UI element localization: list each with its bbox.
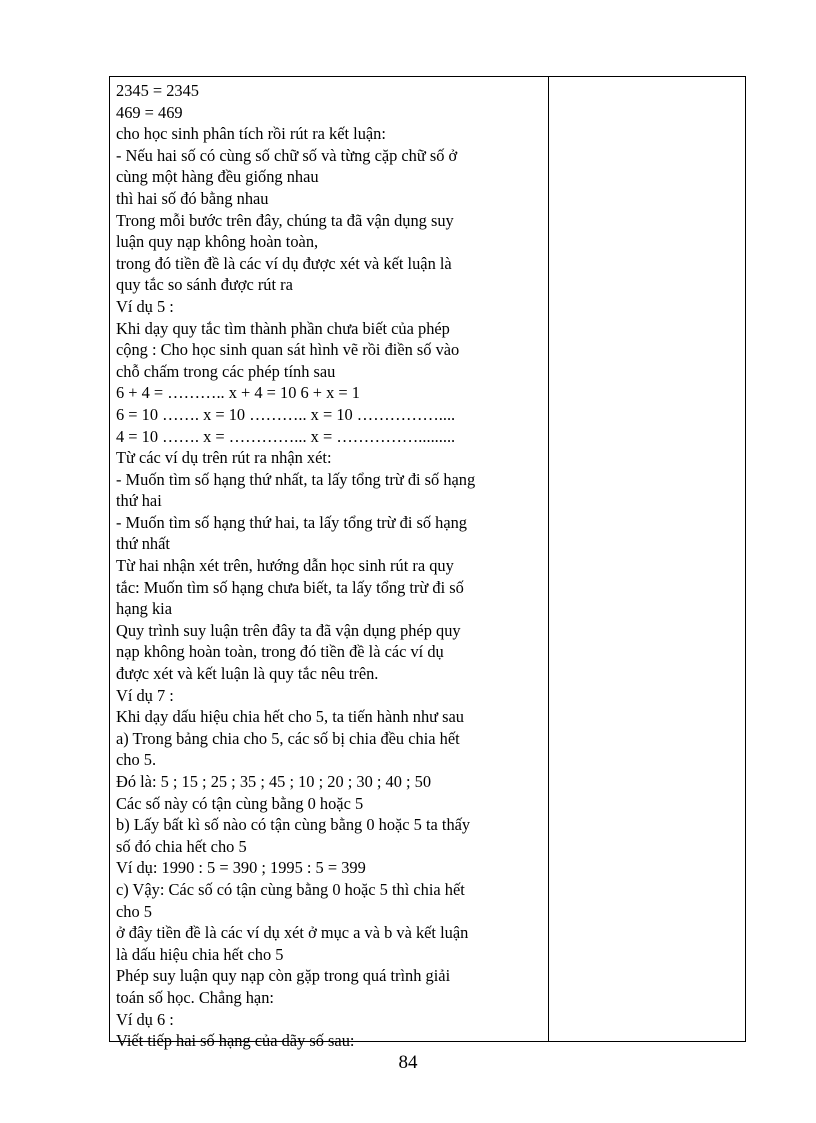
text-line: Quy trình suy luận trên đây ta đã vận dụng phép quy: [116, 620, 461, 640]
text-line: Phép suy luận quy nạp còn gặp trong quá trình giải: [116, 966, 451, 986]
text-line: hạng kia: [116, 599, 172, 619]
text-line: cùng một hàng đều giống nhau: [116, 167, 319, 187]
text-line: 6 = 10 ……. x = 10 ……….. x = 10 ……………....: [116, 404, 456, 424]
text-line: - Muốn tìm số hạng thứ nhất, ta lấy tổng trừ đi số hạng: [116, 469, 476, 489]
page-number: 84: [398, 1052, 418, 1073]
text-line: Ví dụ 6 :: [116, 1009, 174, 1029]
text-line: toán số học. Chẳng hạn:: [116, 987, 274, 1007]
text-line: cộng : Cho học sinh quan sát hình vẽ rồi điền số vào: [116, 340, 460, 360]
text-line: số đó chia hết cho 5: [116, 836, 247, 856]
text-line: Trong mỗi bước trên đây, chúng ta đã vận dụng suy: [116, 210, 454, 230]
text-line: thứ nhất: [116, 534, 170, 554]
text-line: - Nếu hai số có cùng số chữ số và từng cặp chữ số ở: [116, 145, 458, 165]
text-line: Khi dạy quy tắc tìm thành phần chưa biết của phép: [116, 318, 450, 338]
text-line: 469 = 469: [116, 102, 183, 122]
text-line: 6 + 4 = ……….. x + 4 = 10 6 + x = 1: [116, 383, 360, 403]
text-line: cho 5.: [116, 750, 157, 770]
text-line: cho 5: [116, 901, 152, 921]
text-line: Các số này có tận cùng bằng 0 hoặc 5: [116, 793, 364, 813]
content-table: [109, 76, 746, 1051]
main-text-column: [116, 80, 544, 1052]
text-line: 2345 = 2345: [116, 81, 200, 100]
text-line: Ví dụ 5 :: [116, 296, 174, 316]
text-line: Ví dụ 7 :: [116, 685, 174, 705]
text-line: nạp không hoàn toàn, trong đó tiền đề là các ví dụ: [116, 642, 444, 662]
text-line: thứ hai: [116, 491, 162, 511]
empty-right-column: [549, 77, 745, 1041]
text-line: trong đó tiền đề là các ví dụ được xét và kết luận là: [116, 253, 452, 273]
text-line: Ví dụ: 1990 : 5 = 390 ; 1995 : 5 = 399: [116, 858, 366, 878]
text-line: cho học sinh phân tích rồi rút ra kết luận:: [116, 124, 386, 144]
text-line: 4 = 10 ……. x = …………... x = …………….........: [116, 426, 456, 446]
text-line: a) Trong bảng chia cho 5, các số bị chia đều chia hết: [116, 728, 460, 748]
text-line: Viết tiếp hai số hạng của dãy số sau:: [116, 1031, 355, 1051]
text-line: luận quy nạp không hoàn toàn,: [116, 232, 319, 252]
text-line: quy tắc so sánh được rút ra: [116, 275, 293, 295]
text-line: ở đây tiền đề là các ví dụ xét ở mục a và b và kết luận: [116, 923, 469, 943]
text-line: Từ hai nhận xét trên, hướng dẫn học sinh rút ra quy: [116, 556, 454, 576]
text-line: Khi dạy dấu hiệu chia hết cho 5, ta tiến hành như sau: [116, 707, 464, 727]
text-line: được xét và kết luận là quy tắc nêu trên.: [116, 664, 379, 684]
text-line: tắc: Muốn tìm số hạng chưa biết, ta lấy tổng trừ đi số: [116, 577, 464, 597]
text-line: - Muốn tìm số hạng thứ hai, ta lấy tổng trừ đi số hạng: [116, 512, 468, 532]
text-line: b) Lấy bất kì số nào có tận cùng bằng 0 hoặc 5 ta thấy: [116, 815, 471, 835]
text-line: chỗ chấm trong các phép tính sau: [116, 361, 336, 381]
text-line: Từ các ví dụ trên rút ra nhận xét:: [116, 448, 332, 468]
text-line: Đó là: 5 ; 15 ; 25 ; 35 ; 45 ; 10 ; 20 ; 30 ; 40 ; 50: [116, 772, 432, 791]
text-line: thì hai số đó bằng nhau: [116, 188, 269, 208]
text-line: c) Vậy: Các số có tận cùng bằng 0 hoặc 5 thì chia hết: [116, 879, 465, 899]
text-line: là dấu hiệu chia hết cho 5: [116, 944, 284, 964]
